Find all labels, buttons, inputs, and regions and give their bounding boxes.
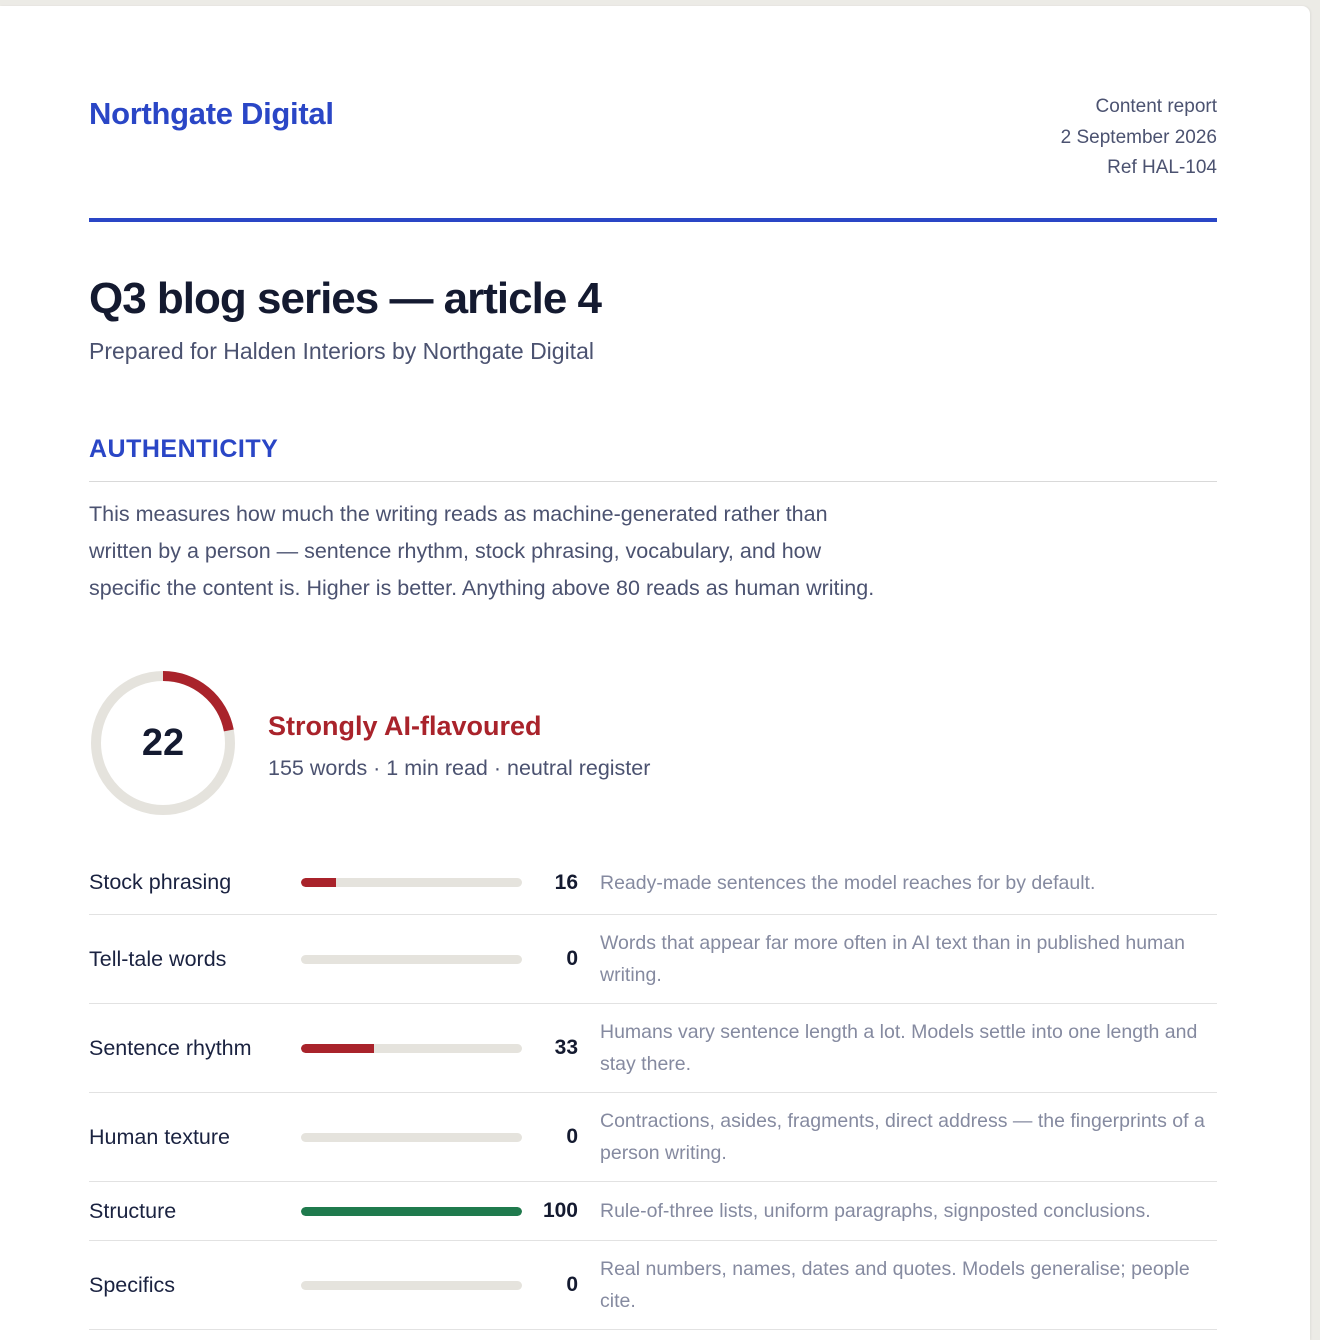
metric-bar [301,1281,522,1290]
metric-note: Contractions, asides, fragments, direct address — the fingerprints of a person writing. [600,1110,1205,1164]
metric-note: Humans vary sentence length a lot. Models settle into one length and stay there. [600,1021,1198,1075]
page-title: Q3 blog series — article 4 [89,274,602,323]
metric-row [89,1004,1217,1093]
metric-label: Tell-tale words [89,946,227,971]
metric-note: Rule-of-three lists, uniform paragraphs, signposted conclusions. [600,1200,1151,1222]
report-type: Content report [1095,96,1217,117]
metric-bar-fill [301,1044,374,1053]
metric-value: 0 [566,947,578,970]
metric-bar [301,1044,522,1053]
metrics-table [89,851,1217,1330]
metric-label: Human texture [89,1124,231,1149]
header-divider [89,218,1217,222]
metric-note: Ready-made sentences the model reaches for by default. [600,871,1096,894]
metric-row [89,1182,1217,1241]
metric-row [89,915,1217,1004]
page-subtitle: Prepared for Halden Interiors by Northgate Digital [89,338,594,364]
metric-note: Real numbers, names, dates and quotes. Models generalise; people cite. [600,1258,1190,1312]
report-header [89,92,1217,184]
metric-value: 33 [554,1036,578,1059]
metric-value: 0 [566,1273,578,1296]
report-page [0,6,1310,1340]
metric-row [89,1093,1217,1182]
metric-value: 100 [542,1199,578,1222]
report-date: 2 September 2026 [1060,126,1217,148]
metric-label: Specifics [89,1272,176,1297]
score-ring [89,669,237,817]
score-value: 22 [141,721,185,764]
report-ref: Ref HAL-104 [1107,157,1217,178]
metric-label: Sentence rhythm [89,1035,252,1060]
metric-bar [301,1133,522,1142]
section-description: This measures how much the writing reads as machine-generated rather than written by a person — sentence rhythm, stock phrasing, vocabulary, and how specific the content is. Higher is better. Anything above 80 reads as human writing. [89,502,875,600]
metric-row [89,851,1217,915]
metric-row [89,1241,1217,1330]
section-divider [89,481,1217,482]
article-stats: 155 words · 1 min read · neutral register [268,756,651,780]
metric-bar [301,878,522,887]
report-meta [1061,92,1217,184]
brand-name: Northgate Digital [89,96,334,131]
metric-bar [301,955,522,964]
metric-label: Stock phrasing [89,870,232,894]
verdict-label: Strongly AI-flavoured [268,711,542,741]
metric-value: 16 [554,870,578,894]
metric-note: Words that appear far more often in AI text than in published human writing. [600,932,1185,986]
metric-value: 0 [566,1125,578,1148]
metric-bar [301,1207,522,1216]
section-heading-authenticity: AUTHENTICITY [89,435,279,463]
metric-label: Structure [89,1198,177,1223]
metric-bar-fill [301,1207,522,1216]
metric-bar-fill [301,878,336,887]
